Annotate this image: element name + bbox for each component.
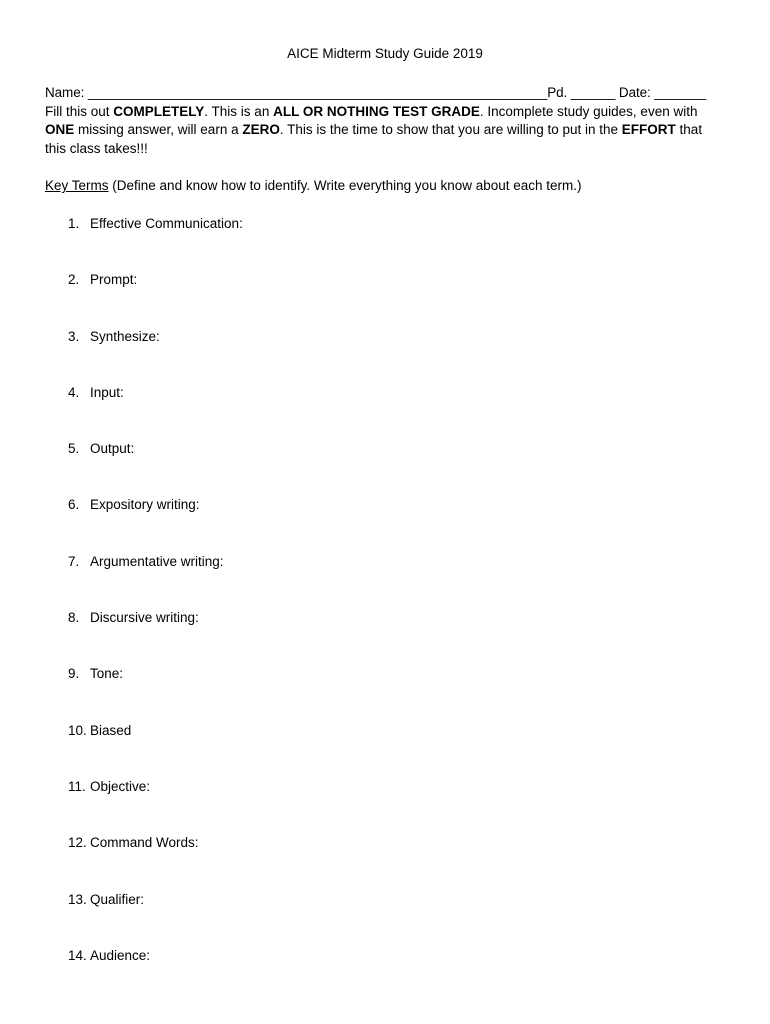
name-period-date-line: Name: ______________________________________________________________Pd. ______ Date: _______ — [45, 85, 707, 100]
instructions-bold-one: ONE — [45, 122, 75, 138]
term-item — [68, 890, 718, 946]
instructions-text-1: Fill this out — [45, 103, 114, 119]
instructions-text-5: . This is the time to show that you are willing to put in the — [279, 122, 622, 138]
term-label: Tone: — [90, 666, 124, 682]
term-number: 7. — [68, 553, 80, 569]
term-number: 1. — [68, 216, 80, 231]
term-item — [68, 552, 718, 608]
term-item — [68, 439, 718, 495]
term-item — [68, 664, 718, 720]
term-number: 9. — [68, 666, 80, 682]
term-label: Expository writing: — [90, 497, 200, 513]
terms-list — [68, 214, 718, 1002]
term-number: 12. — [68, 835, 87, 851]
term-label: Objective: — [90, 778, 151, 794]
instructions-text-2: . This is an — [204, 103, 274, 119]
term-item — [68, 777, 718, 833]
term-item — [68, 214, 718, 270]
term-number: 14. — [68, 947, 87, 963]
key-terms-heading — [45, 177, 725, 195]
term-label: Audience: — [90, 947, 151, 963]
instructions-bold-completely: COMPLETELY — [113, 103, 205, 119]
key-terms-description: (Define and know how to identify. Write everything you know about each term.) — [108, 178, 582, 193]
term-label: Argumentative writing: — [90, 553, 224, 569]
key-terms-label: Key Terms — [45, 178, 109, 193]
term-number: 8. — [68, 610, 80, 626]
term-number: 11. — [68, 778, 86, 794]
term-label: Output: — [90, 441, 135, 457]
instructions-bold-all-or-nothing: ALL OR NOTHING TEST GRADE — [273, 103, 480, 119]
term-number: 4. — [68, 384, 80, 400]
term-number: 13. — [68, 891, 87, 907]
term-label: Synthesize: — [90, 328, 160, 344]
term-label: Qualifier: — [90, 891, 145, 907]
term-item — [68, 946, 718, 1002]
term-item — [68, 495, 718, 551]
term-number: 6. — [68, 497, 80, 513]
instructions-text-6: that this class takes!!! — [45, 122, 703, 156]
term-item — [68, 833, 718, 889]
instructions-paragraph — [45, 103, 725, 159]
term-item — [68, 327, 718, 383]
term-number: 10. — [68, 722, 87, 738]
term-number: 3. — [68, 328, 80, 344]
term-item — [68, 721, 718, 777]
term-label: Biased — [90, 722, 132, 738]
term-label: Command Words: — [90, 835, 199, 851]
instructions-bold-effort: EFFORT — [621, 122, 676, 138]
document-title: AICE Midterm Study Guide 2019 — [287, 46, 483, 61]
term-label: Effective Communication: — [90, 216, 243, 231]
intro-block — [45, 84, 725, 158]
term-item — [68, 608, 718, 664]
instructions-text-3: . Incomplete study guides, even with — [479, 103, 698, 119]
term-label: Prompt: — [90, 272, 138, 288]
term-label: Input: — [90, 384, 124, 400]
term-number: 5. — [68, 441, 80, 457]
instructions-text-4: missing answer, will earn a — [74, 122, 243, 138]
term-item — [68, 270, 718, 326]
term-item — [68, 383, 718, 439]
instructions-bold-zero: ZERO — [242, 122, 280, 138]
term-number: 2. — [68, 272, 80, 288]
term-label: Discursive writing: — [90, 610, 199, 626]
